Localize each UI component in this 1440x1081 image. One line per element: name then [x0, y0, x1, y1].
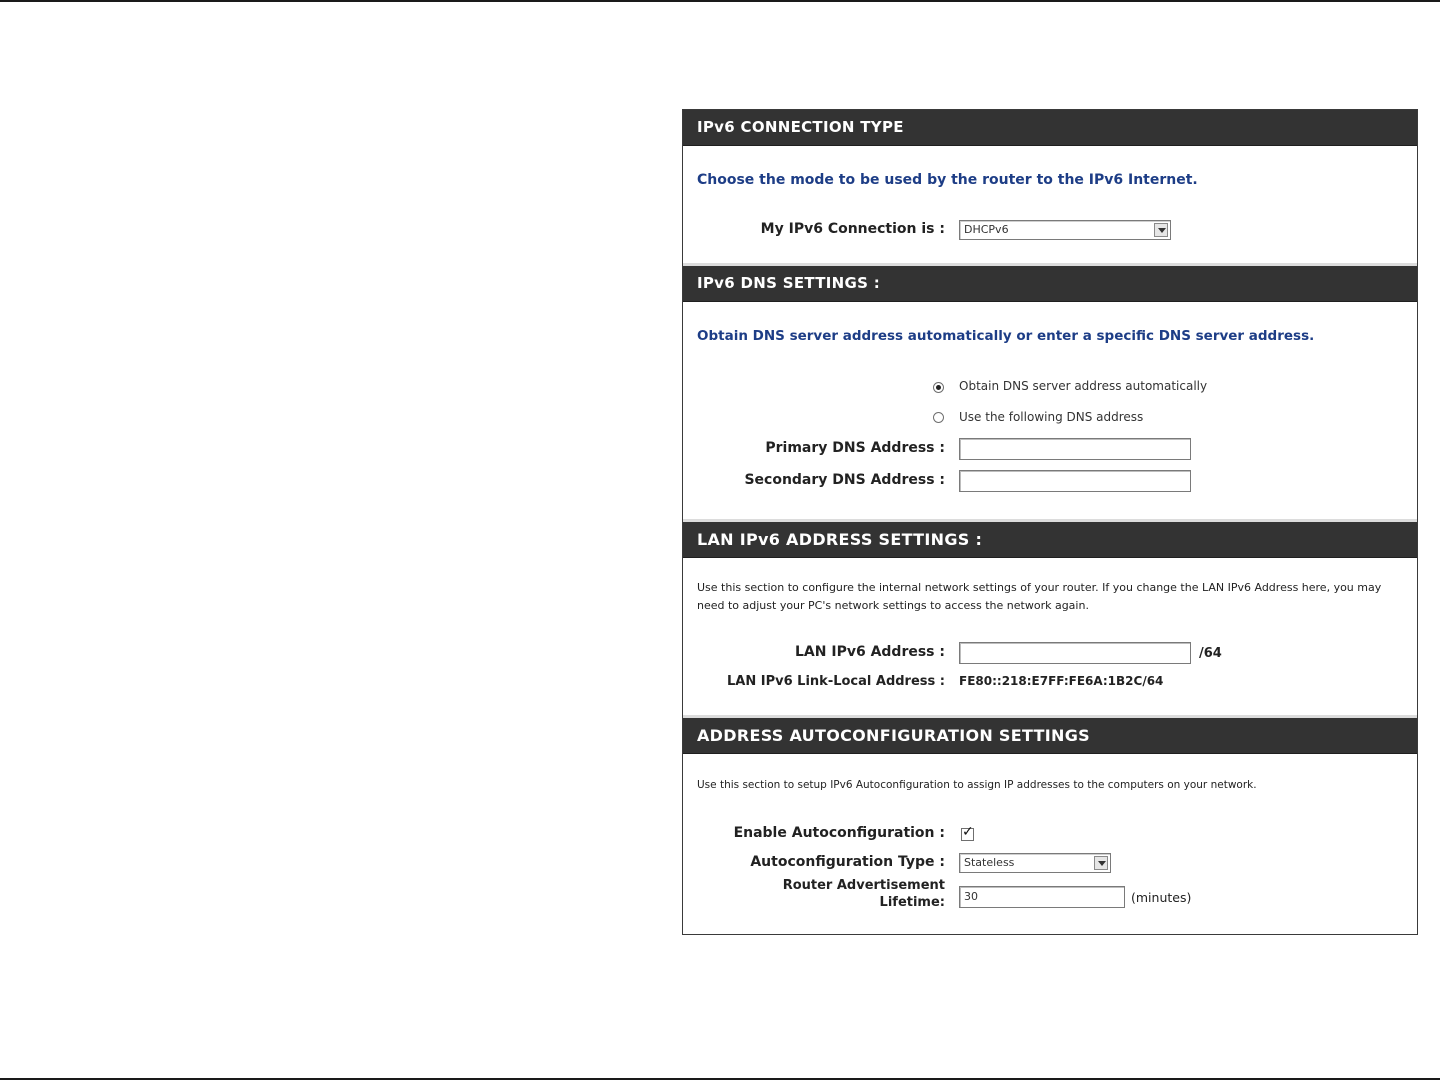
primary-dns-input[interactable] — [959, 438, 1191, 460]
lan-intro: Use this section to configure the internal network settings of your router. If you change the LAN IPv6 Address here, you may need to adjust your PC's network settings to access the network again. — [697, 581, 1382, 612]
dns-manual-radio[interactable] — [933, 412, 944, 423]
lan-address-label: LAN IPv6 Address : — [795, 644, 945, 660]
autoconfig-type-select[interactable] — [959, 853, 1111, 873]
section-lan-ipv6 — [683, 522, 1417, 715]
ra-lifetime-value: 30 — [964, 890, 978, 903]
lan-prefix-suffix: /64 — [1199, 646, 1222, 661]
ra-lifetime-input[interactable] — [959, 886, 1125, 908]
dns-auto-label: Obtain DNS server address automatically — [959, 379, 1208, 393]
ra-lifetime-unit: (minutes) — [1131, 890, 1192, 905]
section-header-connection-type: IPv6 CONNECTION TYPE — [683, 110, 1417, 146]
connection-type-intro: Choose the mode to be used by the router to the IPv6 Internet. — [697, 172, 1198, 188]
section-header-autoconfig: ADDRESS AUTOCONFIGURATION SETTINGS — [683, 718, 1417, 754]
ra-lifetime-label — [783, 877, 945, 911]
primary-dns-label: Primary DNS Address : — [765, 440, 945, 456]
lan-address-input[interactable] — [959, 642, 1191, 664]
autoconfig-type-label: Autoconfiguration Type : — [750, 854, 945, 870]
connection-type-select[interactable] — [959, 220, 1171, 240]
section-connection-type — [683, 110, 1417, 263]
ra-lifetime-label-line2: Lifetime: — [879, 895, 945, 910]
secondary-dns-input[interactable] — [959, 470, 1191, 492]
lan-link-local-label: LAN IPv6 Link-Local Address : — [727, 674, 945, 689]
ipv6-settings-panel — [682, 109, 1418, 935]
dns-intro: Obtain DNS server address automatically or enter a specific DNS server address. — [697, 328, 1315, 344]
dns-manual-label: Use the following DNS address — [959, 410, 1144, 424]
chevron-down-icon[interactable] — [1094, 856, 1108, 870]
checkmark-icon: ✓ — [962, 824, 974, 840]
dns-auto-radio[interactable] — [933, 382, 944, 393]
page-bottom-rule — [0, 1078, 1440, 1080]
connection-type-selected-value: DHCPv6 — [964, 223, 1009, 236]
autoconfig-intro: Use this section to setup IPv6 Autoconfiguration to assign IP addresses to the computers on your network. — [697, 779, 1257, 791]
section-header-dns: IPv6 DNS SETTINGS : — [683, 266, 1417, 302]
page-top-rule — [0, 0, 1440, 2]
enable-autoconfig-checkbox[interactable] — [961, 824, 974, 841]
lan-link-local-value: FE80::218:E7FF:FE6A:1B2C/64 — [959, 674, 1164, 688]
connection-type-label: My IPv6 Connection is : — [760, 221, 945, 237]
section-header-lan: LAN IPv6 ADDRESS SETTINGS : — [683, 522, 1417, 558]
section-dns-settings — [683, 266, 1417, 519]
chevron-down-icon[interactable] — [1154, 223, 1168, 237]
enable-autoconfig-label: Enable Autoconfiguration : — [733, 825, 945, 841]
secondary-dns-label: Secondary DNS Address : — [744, 472, 945, 488]
section-autoconfig — [683, 718, 1417, 934]
ra-lifetime-label-line1: Router Advertisement — [782, 878, 945, 893]
autoconfig-type-selected-value: Stateless — [964, 856, 1015, 869]
